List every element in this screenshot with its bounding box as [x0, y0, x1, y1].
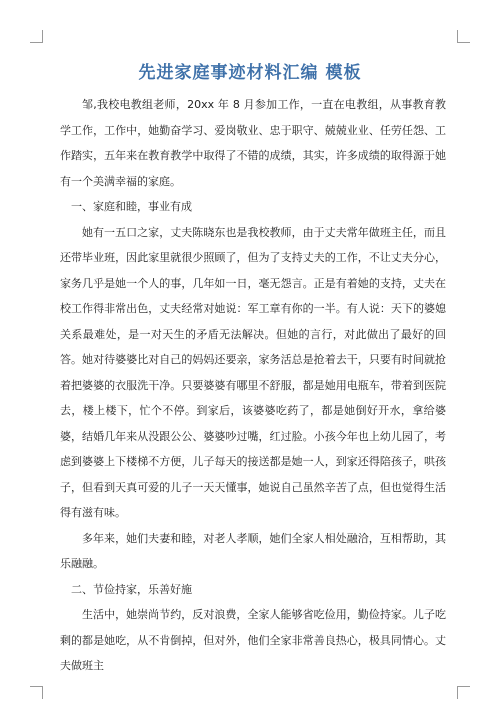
crop-mark-top-right	[457, 30, 470, 43]
paragraph-family: 她有一五口之家，丈夫陈晓东也是我校教师，由于丈夫常年做班主任，而且还带毕业班，因此家里就很少照顾了，但为了支持丈夫的工作，不让丈夫分心，家务几乎是她一个人的事，几年如一日，毫无怨言。正是有着她的支持，丈夫在校工作得非常出色，丈夫经常对她说：军工章有你的一半。有人说：天下的婆媳关系最难处，是一对天生的矛盾无法解决。但她的言行，对此做出了最好的回答。她对待婆婆比对自己的妈妈还要亲，家务活总是抢着去干，只要有时间就抢着把婆婆的衣服洗干净。只要婆婆有哪里不舒服，都是她用电瓶车，带着到医院去，楼上楼下，忙个不停。到家后，该婆婆吃药了，都是她倒好开水，拿给婆婆，结婚几年来从没跟公公、婆婆吵过嘴，红过脸。小孩今年也上幼儿园了，考虑到婆婆上下楼梯不方便，儿子每天的接送都是她一人，到家还得陪孩子，哄孩子，但看到天真可爱的儿子一天天懂事，她说自己虽然辛苦了点，但也觉得生活得有滋有味。	[60, 225, 446, 519]
crop-mark-bottom-left	[30, 686, 43, 699]
crop-mark-bottom-right	[457, 686, 470, 699]
crop-mark-top-left	[30, 30, 43, 43]
section-heading-2: 二、节俭持家，乐善好施	[71, 582, 192, 596]
document-title: 先进家庭事迹材料汇编 模板	[138, 63, 362, 83]
paragraph-frugality: 生活中，她崇尚节约，反对浪费，全家人能够省吃俭用，勤俭持家。儿子吃剩的都是她吃，从不肯倒掉，但对外，他们全家非常善良热心，极具同情心。丈夫做班主	[60, 608, 446, 672]
paragraph-intro: 邹,我校电教组老师，20xx 年 8 月参加工作，一直在电教组，从事教育教学工作，工作中，她勤奋学习、爱岗敬业、忠于职守、兢兢业业、任劳任怨、工作踏实，五年来在教育教学中取得了不错的成绩，其实，许多成绩的取得源于她有一个美满幸福的家庭。	[60, 98, 446, 188]
document-body	[60, 92, 446, 679]
section-heading-1: 一、家庭和睦，事业有成	[71, 200, 192, 213]
paragraph-harmony: 多年来，她们夫妻和睦，对老人孝顺，她们全家人相处融洽，互相帮助，其乐融融。	[60, 531, 446, 570]
